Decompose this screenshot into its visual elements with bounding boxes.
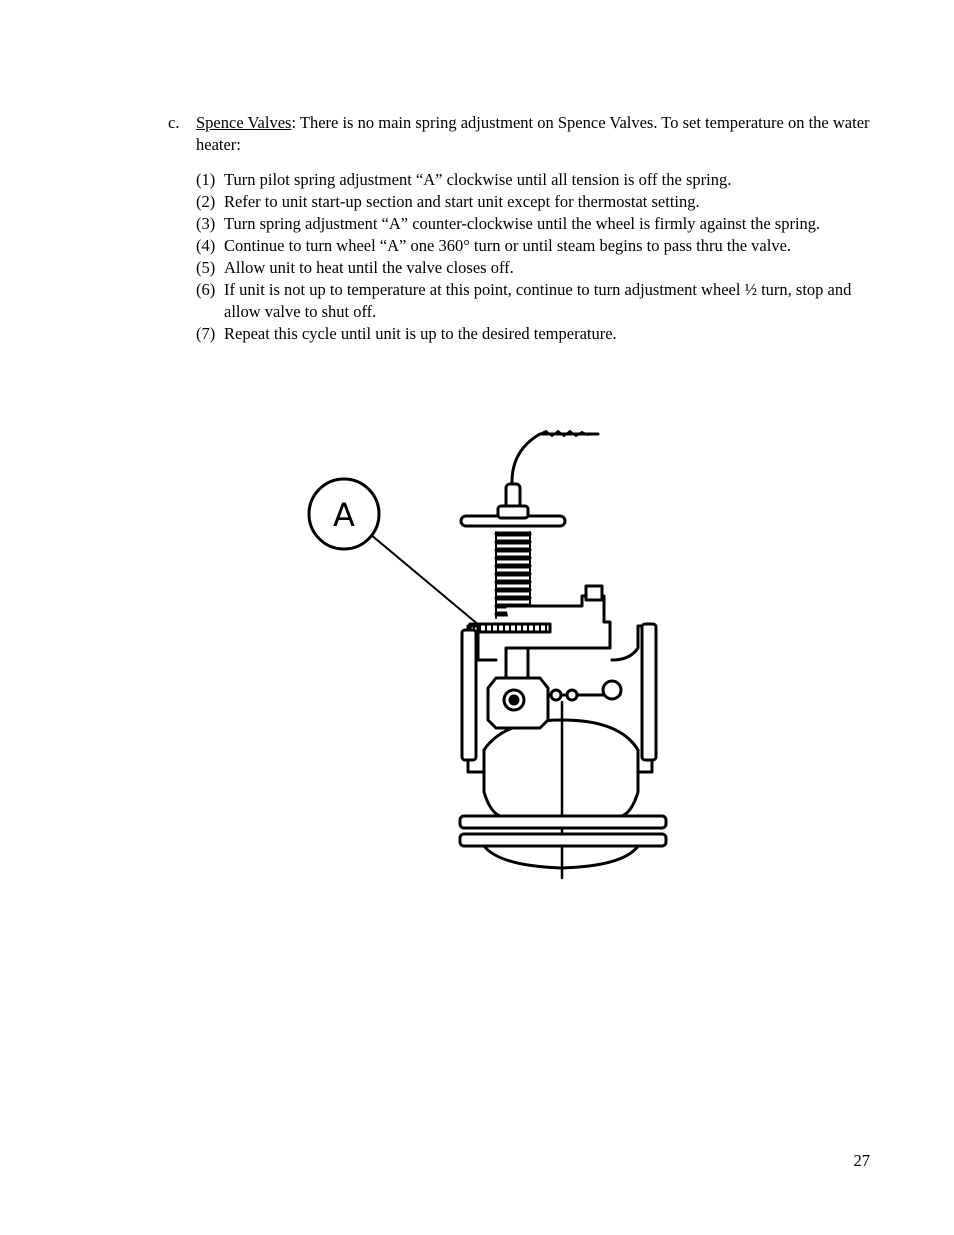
step-number: (4) [196,236,216,255]
step-text: Refer to unit start-up section and start unit except for thermostat setting. [224,192,700,211]
left-flange [462,630,476,760]
list-item [196,213,873,235]
spence-valves-section [168,112,873,345]
list-item [196,323,873,345]
capillary-tube [512,434,598,510]
section-intro-paragraph [196,112,873,156]
section-heading [168,112,873,156]
steps-list [196,169,873,345]
page-number: 27 [853,1151,870,1170]
spence-valve-diagram [300,420,670,890]
list-item [196,235,873,257]
lower-flange-top [460,816,666,828]
valve-illustration [300,420,670,890]
step-text: Continue to turn wheel “A” one 360° turn or until steam begins to pass thru the valve. [224,236,792,255]
right-flange [642,624,656,760]
list-item [196,279,873,323]
section-marker: c. [168,113,180,132]
step-number: (7) [196,324,216,343]
section-title: Spence Valves [196,113,292,132]
step-text: Turn spring adjustment “A” counter-clockwise until the wheel is firmly against the spring. [224,214,821,233]
step-number: (5) [196,258,216,277]
callout-leader-line [370,534,480,626]
lower-flange-bottom [460,834,666,846]
step-text: If unit is not up to temperature at this point, continue to turn adjustment wheel ½ turn, stop and allow valve to shut off. [224,280,852,321]
list-item [196,257,873,279]
callout-a [309,479,480,626]
callout-label: A [333,496,355,534]
step-text: Allow unit to heat until the valve closes off. [224,258,514,277]
section-intro: : There is no main spring adjustment on Spence Valves. To set temperature on the water heater: [196,113,870,154]
step-number: (1) [196,170,216,189]
list-item [196,169,873,191]
step-number: (6) [196,280,216,299]
list-item [196,191,873,213]
step-text: Repeat this cycle until unit is up to the desired temperature. [224,324,617,343]
step-number: (3) [196,214,216,233]
step-text: Turn pilot spring adjustment “A” clockwise until all tension is off the spring. [224,170,732,189]
step-number: (2) [196,192,216,211]
